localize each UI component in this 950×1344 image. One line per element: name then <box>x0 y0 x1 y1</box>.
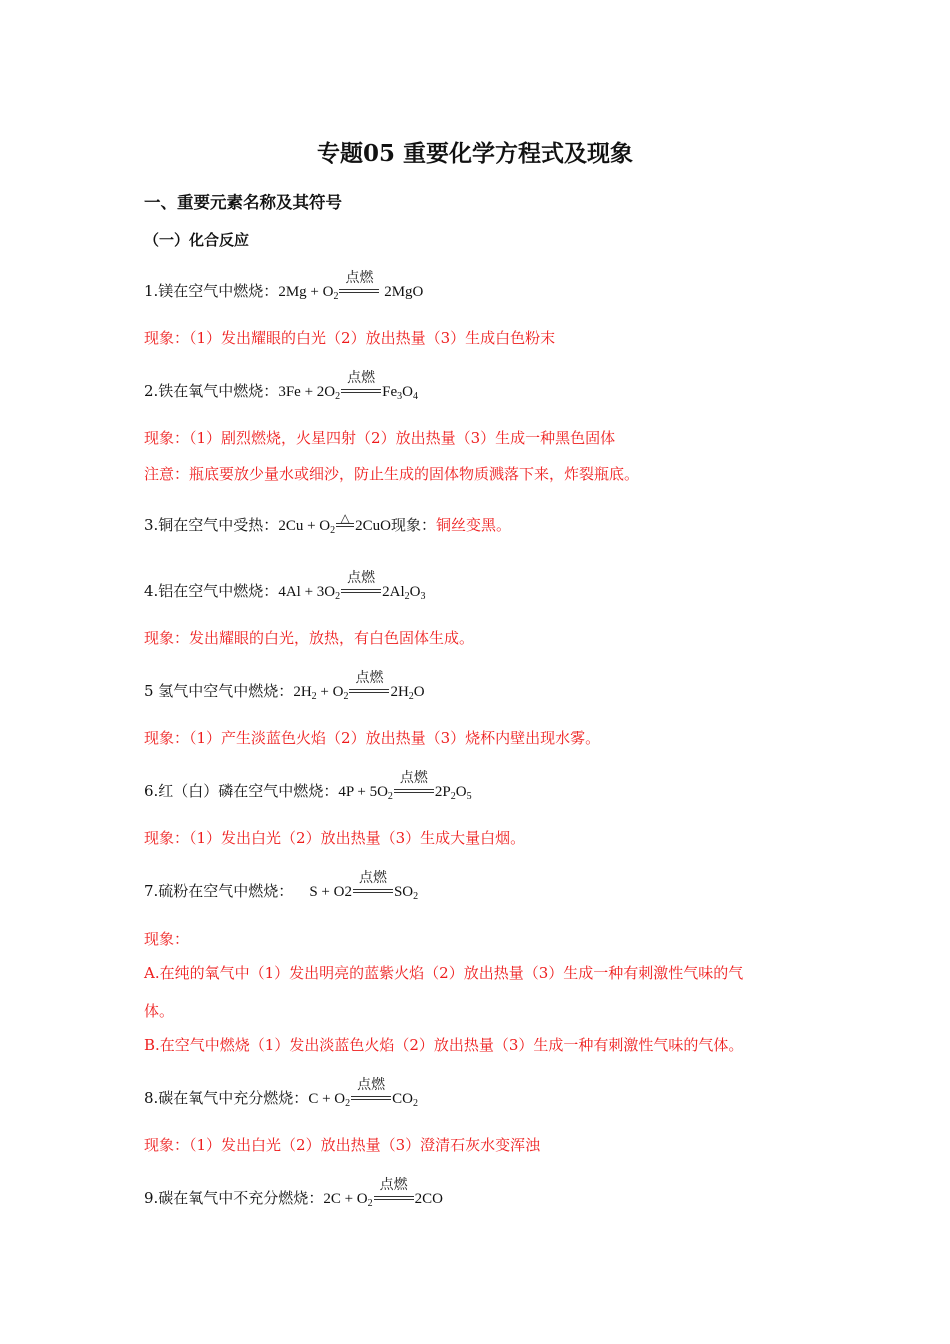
reactants: S + O2 <box>309 884 352 900</box>
reactants: $4Al + 3O_2$ <box>278 584 341 602</box>
equation-label: 9.碳在氧气中不充分燃烧： <box>144 1189 324 1207</box>
equation-line-9 <box>144 1177 443 1209</box>
reactants: $4P + 5O_2$ <box>338 784 393 802</box>
products: 2CuO <box>355 518 391 534</box>
reaction-condition: 点燃 <box>374 1189 414 1209</box>
phenomenon-7a: A.在纯的氧气中（1）发出明亮的蓝紫火焰（2）放出热量（3）生成一种有刺激性气味的气 <box>144 964 744 982</box>
phenomenon-2: 现象：（1）剧烈燃烧，火星四射（2）放出热量（3）生成一种黑色固体 <box>144 429 616 447</box>
phenomenon-5: 现象：（1）产生淡蓝色火焰（2）放出热量（3）烧杯内壁出现水雾。 <box>144 729 601 747</box>
products: 2CO <box>414 1191 443 1207</box>
reactants: $2Mg + O_2$ <box>278 284 339 302</box>
phenomenon-6: 现象：（1）发出白光（2）放出热量（3）生成大量白烟。 <box>144 829 526 847</box>
section-heading: 一、重要元素名称及其符号 <box>144 193 342 212</box>
equation-line-6 <box>144 770 472 802</box>
equation-line-1 <box>144 270 424 302</box>
products: $Fe_3O_4$ <box>382 384 418 402</box>
products: $CO_2$ <box>392 1091 418 1109</box>
phenomenon-1: 现象：（1）发出耀眼的白光（2）放出热量（3）生成白色粉末 <box>144 329 556 347</box>
reaction-condition: 点燃 <box>341 382 381 402</box>
phenomenon-label: 现象： <box>390 516 436 534</box>
phenomenon-7a-cont: 体。 <box>144 1002 175 1020</box>
equation-label: 6.红（白）磷在空气中燃烧： <box>144 782 339 800</box>
reactants: $2Cu + O_2$ <box>278 518 336 536</box>
products: 2MgO <box>380 284 424 300</box>
products: $2H_2O$ <box>390 684 425 702</box>
phenomenon-3: 铜丝变黑。 <box>435 516 511 534</box>
reactants: $C + O_2$ <box>308 1091 351 1109</box>
equation-label: 5 氢气中空气中燃烧： <box>144 682 294 700</box>
products: $2Al_2O_3$ <box>382 584 426 602</box>
reaction-condition: △ <box>336 516 354 536</box>
equation-label: 1.镁在空气中燃烧： <box>144 282 279 300</box>
phenomenon-4: 现象：发出耀眼的白光，放热，有白色固体生成。 <box>144 629 475 647</box>
reaction-condition: 点燃 <box>339 282 379 302</box>
reaction-condition: 点燃 <box>349 682 389 702</box>
reaction-condition: 点燃 <box>341 582 381 602</box>
reaction-condition: 点燃 <box>394 782 434 802</box>
equation-line-3 <box>144 511 511 536</box>
equation-label: 8.碳在氧气中充分燃烧： <box>144 1089 309 1107</box>
equation-line-8 <box>144 1077 418 1109</box>
equation-line-7 <box>144 870 419 902</box>
reaction-condition: 点燃 <box>353 882 393 902</box>
equation-line-4 <box>144 570 426 602</box>
note-2: 注意：瓶底要放少量水或细沙，防止生成的固体物质溅落下来，炸裂瓶底。 <box>144 465 640 483</box>
equation-line-2 <box>144 370 418 402</box>
phenomenon-7-label: 现象： <box>144 930 190 948</box>
phenomenon-7b: B.在空气中燃烧（1）发出淡蓝色火焰（2）放出热量（3）生成一种有刺激性气味的气体。 <box>144 1036 744 1054</box>
equation-line-5 <box>144 670 425 702</box>
reactants: $2C + O_2$ <box>323 1191 373 1209</box>
equation-label: 2.铁在氧气中燃烧： <box>144 382 279 400</box>
reaction-condition: 点燃 <box>351 1089 391 1109</box>
products: $2P_2O_5$ <box>434 784 472 802</box>
page-title: 专题05 重要化学方程式及现象 <box>316 140 633 167</box>
reactants: $3Fe + 2O_2$ <box>278 384 341 402</box>
equation-label: 4.铝在空气中燃烧： <box>144 582 279 600</box>
equation-label: 3.铜在空气中受热： <box>144 516 279 534</box>
equation-label: 7.硫粉在空气中燃烧： <box>144 882 294 900</box>
phenomenon-8: 现象：（1）发出白光（2）放出热量（3）澄清石灰水变浑浊 <box>144 1136 541 1154</box>
subsection-heading: （一）化合反应 <box>144 231 250 249</box>
reactants: $2H_2 + O_2$ <box>293 684 349 702</box>
products: $SO_2$ <box>393 884 419 902</box>
